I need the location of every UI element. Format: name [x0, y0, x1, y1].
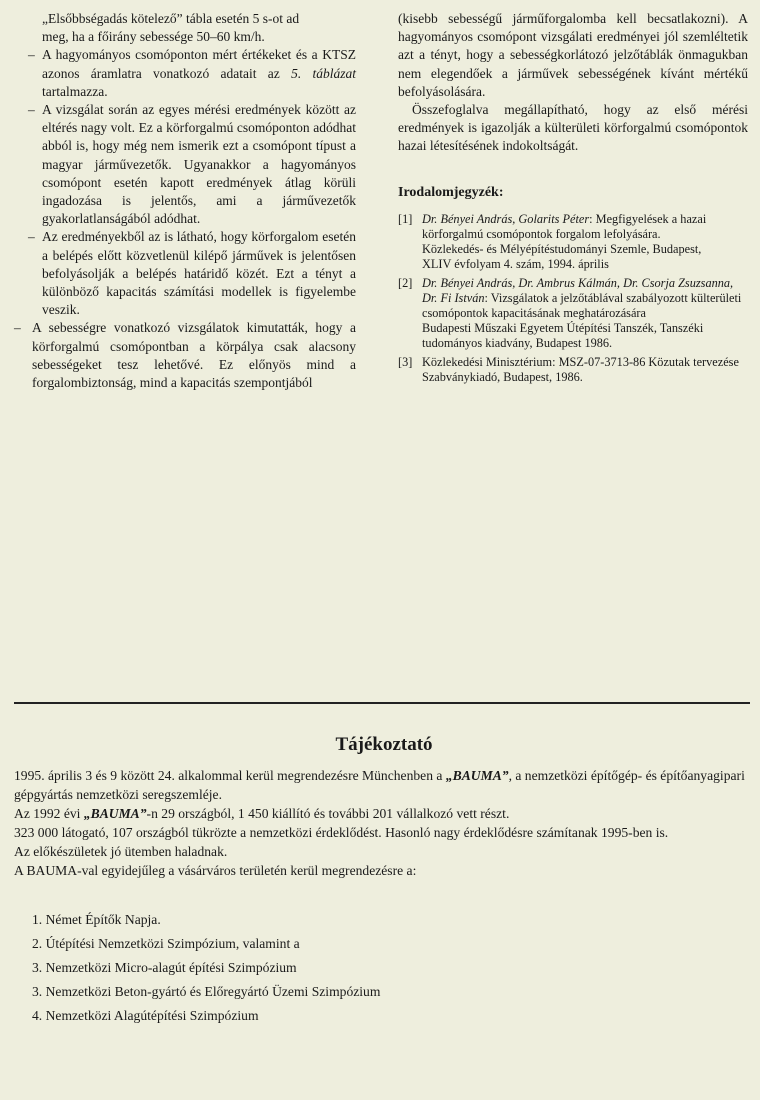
bullet-speed-text: A sebességre vonatkozó vizsgálatok kimutatták, hogy a körforgalmú csomópontban a körpálya csak alacsony sebességeket tesz lehetővé. Ez előnyös mind a forgalombiztonság, mind a kapacitás szempontjából [32, 320, 356, 391]
bullet-tables [14, 46, 356, 101]
reference-item [398, 276, 748, 352]
symposium-list [14, 908, 754, 1028]
intro-line-2: meg, ha a főirány sebessége 50–60 km/h. [42, 29, 265, 45]
bullet-tables-text-a: A hagyományos csomóponton mért értékeket és a KTSZ azonos áramlatra vonatkozó adatait az [42, 47, 356, 81]
intro-line-1: „Elsőbbségadás kötelező” tábla esetén 5 s-ot ad [42, 11, 300, 26]
list-item: 3. Nemzetközi Micro-alagút építési Szimpózium [32, 960, 297, 975]
dash-mark: – [28, 47, 35, 63]
list-item: 1. Német Építők Napja. [32, 912, 161, 927]
references-heading: Irodalomjegyzék: [398, 184, 504, 200]
reference-authors: Dr. Bényei András, Golarits Péter [422, 211, 590, 226]
bullet-speed [14, 319, 356, 392]
bullet-results-text: Az eredményekből az is látható, hogy körforgalom esetén a belépés előtt közvetlenül kilépő járművek is jelentősen befolyásolják a belépés határidő közét. Ezt a tényt a különböző kapacitás számítási modellek is figyelembe veszik. [42, 229, 356, 318]
list-item: 4. Nemzetközi Alagútépítési Szimpózium [32, 1008, 259, 1023]
bullet-results [14, 228, 356, 319]
reference-title: : Vizsgálatok a jelzőtáblával szabályozott külterületi csomópontok kapacitásának meghatározására [422, 290, 742, 321]
bullet-deviation [14, 101, 356, 228]
right-column [398, 10, 748, 388]
section-divider [14, 702, 750, 704]
info-paragraph-4: Az előkészületek jó ütemben haladnak. [14, 844, 228, 859]
info-p1-a: 1995. április 3 és 9 között 24. alkalommal kerül megrendezésre Münchenben a [14, 768, 446, 783]
reference-source: Budapesti Műszaki Egyetem Útépítési Tanszék, Tanszéki [422, 321, 704, 336]
info-paragraph-2 [14, 804, 754, 823]
info-p2-a: Az 1992 évi [14, 806, 84, 821]
bauma-name: „BAUMA” [83, 806, 147, 821]
reference-item [398, 212, 748, 273]
list-item: 3. Nemzetközi Beton-gyártó és Előregyártó Üzemi Szimpózium [32, 984, 381, 999]
info-paragraph-5: A BAUMA-val egyidejűleg a vásárváros területén kerül megrendezésre a: [14, 863, 417, 878]
reference-title: Közlekedési Minisztérium: MSZ-07-3713-86 Közutak tervezése [422, 354, 739, 369]
summary-paragraph: Összefoglalva megállapítható, hogy az első mérési eredmények is igazolják a külterületi körforgalmú csomópontok hazai létesítésének indokoltságát. [398, 102, 748, 154]
reference-title: : Megfigyelések a hazai körforgalmú csomópontok forgalom lefolyására. [422, 211, 707, 242]
dash-mark: – [28, 229, 35, 245]
info-section [14, 735, 754, 1028]
bullet-tables-text-b: tartalmazza. [42, 83, 108, 99]
reference-source: Szabványkiadó, Budapest, 1986. [422, 369, 583, 384]
continuation-paragraph: (kisebb sebességű járműforgalomba kell becsatlakozni). A hagyományos csomópont vizsgálati eredményei jól szemléltetik azt a tényt, hogy a sebességkorlátozó jelzőtáblák önmagukban nem elegendőek a járművek sebességének kívánt mértékű befolyásolására. [398, 11, 748, 99]
info-p2-c: -n 29 országból, 1 450 kiállító és további 201 vállalkozó vett részt. [146, 806, 510, 821]
dash-mark: – [28, 102, 35, 118]
reference-number: [2] [398, 275, 413, 290]
reference-authors: Dr. Bényei András, Dr. Ambrus Kálmán, Dr. Csorja Zsuzsanna, Dr. Fi István [422, 275, 734, 305]
dash-mark: – [14, 320, 21, 336]
reference-source: XLIV évfolyam 4. szám, 1994. április [422, 257, 609, 272]
info-paragraph-3: 323 000 látogató, 107 országból tükrözte a nemzetközi érdeklődést. Hasonló nagy érdeklődésre számítanak 1995-ben is. [14, 825, 669, 840]
bauma-name: „BAUMA” [445, 768, 509, 783]
bullet-deviation-text: A vizsgálat során az egyes mérési eredmények között az eltérés nagy volt. Ez a körforgalmú csomóponton adódhat abból is, hogy még nem ismerik ezt a csomópont típust a magyar járművezetők. Ugyanakkor a hagyományos csomópont esetén kapott eredmények átlag körüli ingadozása is jelentős, ami a járművezetők gyakorlatlanságából adódhat. [42, 102, 356, 227]
table-reference: 5. táblázat [291, 65, 356, 81]
info-paragraph-1 [14, 766, 754, 804]
reference-number: [1] [398, 211, 413, 226]
info-p1-c: , a nemzetközi építőgép- és építőanyagipari gépgyártás nemzetközi seregszemléje. [14, 768, 745, 802]
reference-item [398, 355, 748, 385]
left-column [14, 10, 356, 392]
reference-number: [3] [398, 354, 413, 369]
list-item: 2. Útépítési Nemzetközi Szimpózium, valamint a [32, 936, 300, 951]
reference-source: Közlekedés- és Mélyépítéstudományi Szemle, Budapest, [422, 242, 702, 257]
reference-source: tudományos kiadvány, Budapest 1986. [422, 336, 613, 351]
info-title: Tájékoztató [335, 734, 433, 755]
